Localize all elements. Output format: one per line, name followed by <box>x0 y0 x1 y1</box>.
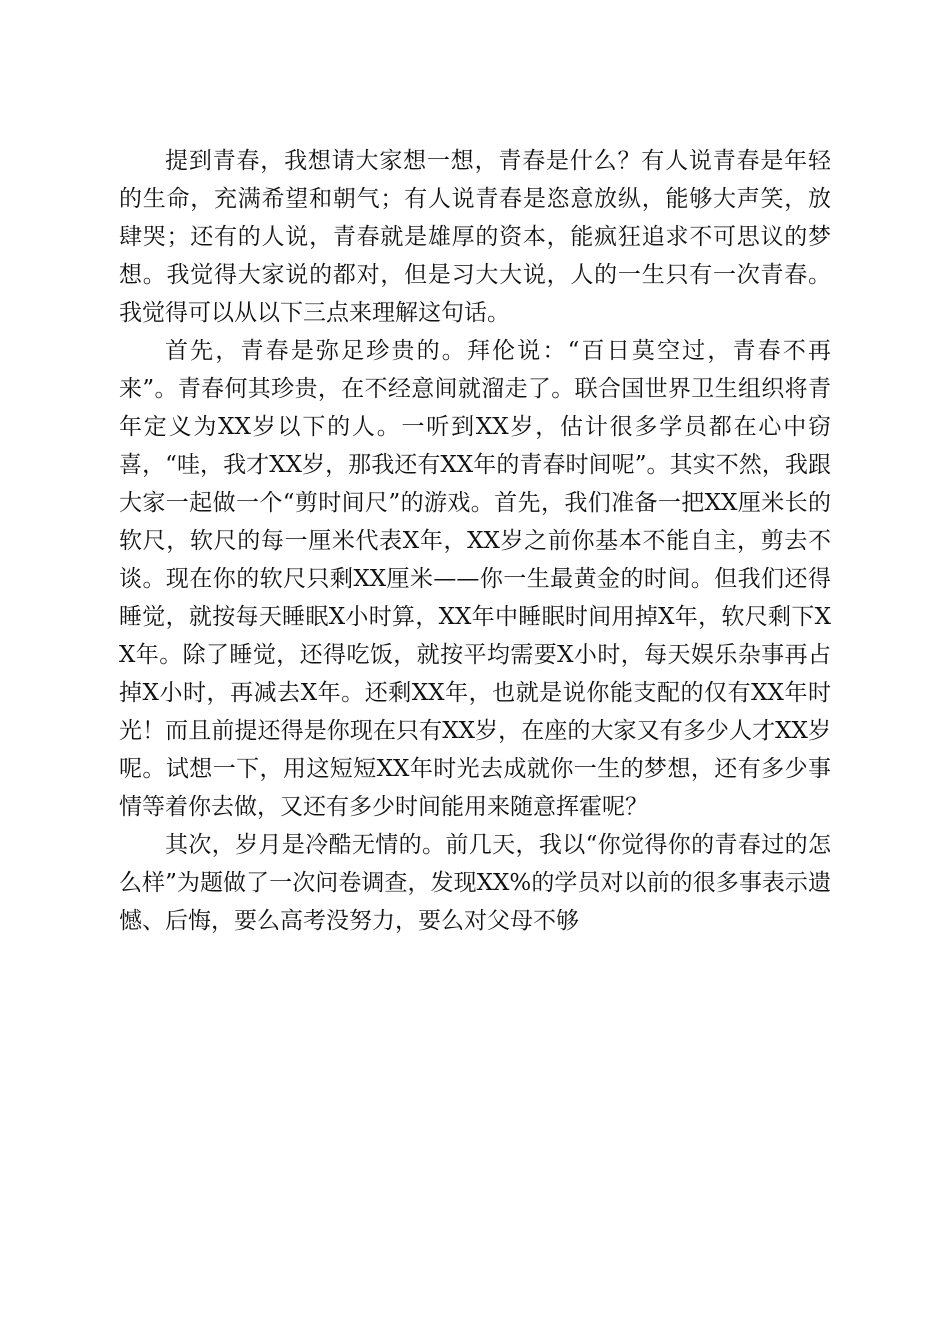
paragraph-intro: 提到青春，我想请大家想一想，青春是什么？有人说青春是年轻的生命，充满希望和朝气；有人说青春是恣意放纵，能够大声笑，放肆哭；还有的人说，青春就是雄厚的资本，能疯狂追求不可思议的梦想。我觉得大家说的都对，但是习大大说，人的一生只有一次青春。我觉得可以从以下三点来理解这句话。 <box>119 148 831 326</box>
paragraph-first-point: 首先，青春是弥足珍贵的。拜伦说：“百日莫空过，青春不再来”。青春何其珍贵，在不经意间就溜走了。联合国世界卫生组织将青年定义为XX岁以下的人。一听到XX岁，估计很多学员都在心中窃喜，“哇，我才XX岁，那我还有XX年的青春时间呢”。其实不然，我跟大家一起做一个“剪时间尺”的游戏。首先，我们准备一把XX厘米长的软尺，软尺的每一厘米代表X年，XX岁之前你基本不能自主，剪去不谈。现在你的软尺只剩XX厘米——你一生最黄金的时间。但我们还得睡觉，就按每天睡眠X小时算，XX年中睡眠时间用掉X年，软尺剩下XX年。除了睡觉，还得吃饭，就按平均需要X小时，每天娱乐杂事再占掉X小时，再减去X年。还剩XX年，也就是说你能支配的仅有XX年时光！而且前提还得是你现在只有XX岁，在座的大家又有多少人才XX岁呢。试想一下，用这短短XX年时光去成就你一生的梦想，还有多少事情等着你去做，又还有多少时间能用来随意挥霍呢？ <box>119 338 831 820</box>
document-body <box>119 142 831 940</box>
paragraph-second-point: 其次，岁月是冷酷无情的。前几天，我以“你觉得你的青春过的怎么样”为题做了一次问卷调查，发现XX%的学员对以前的很多事表示遗憾、后悔，要么高考没努力，要么对父母不够 <box>119 832 831 934</box>
